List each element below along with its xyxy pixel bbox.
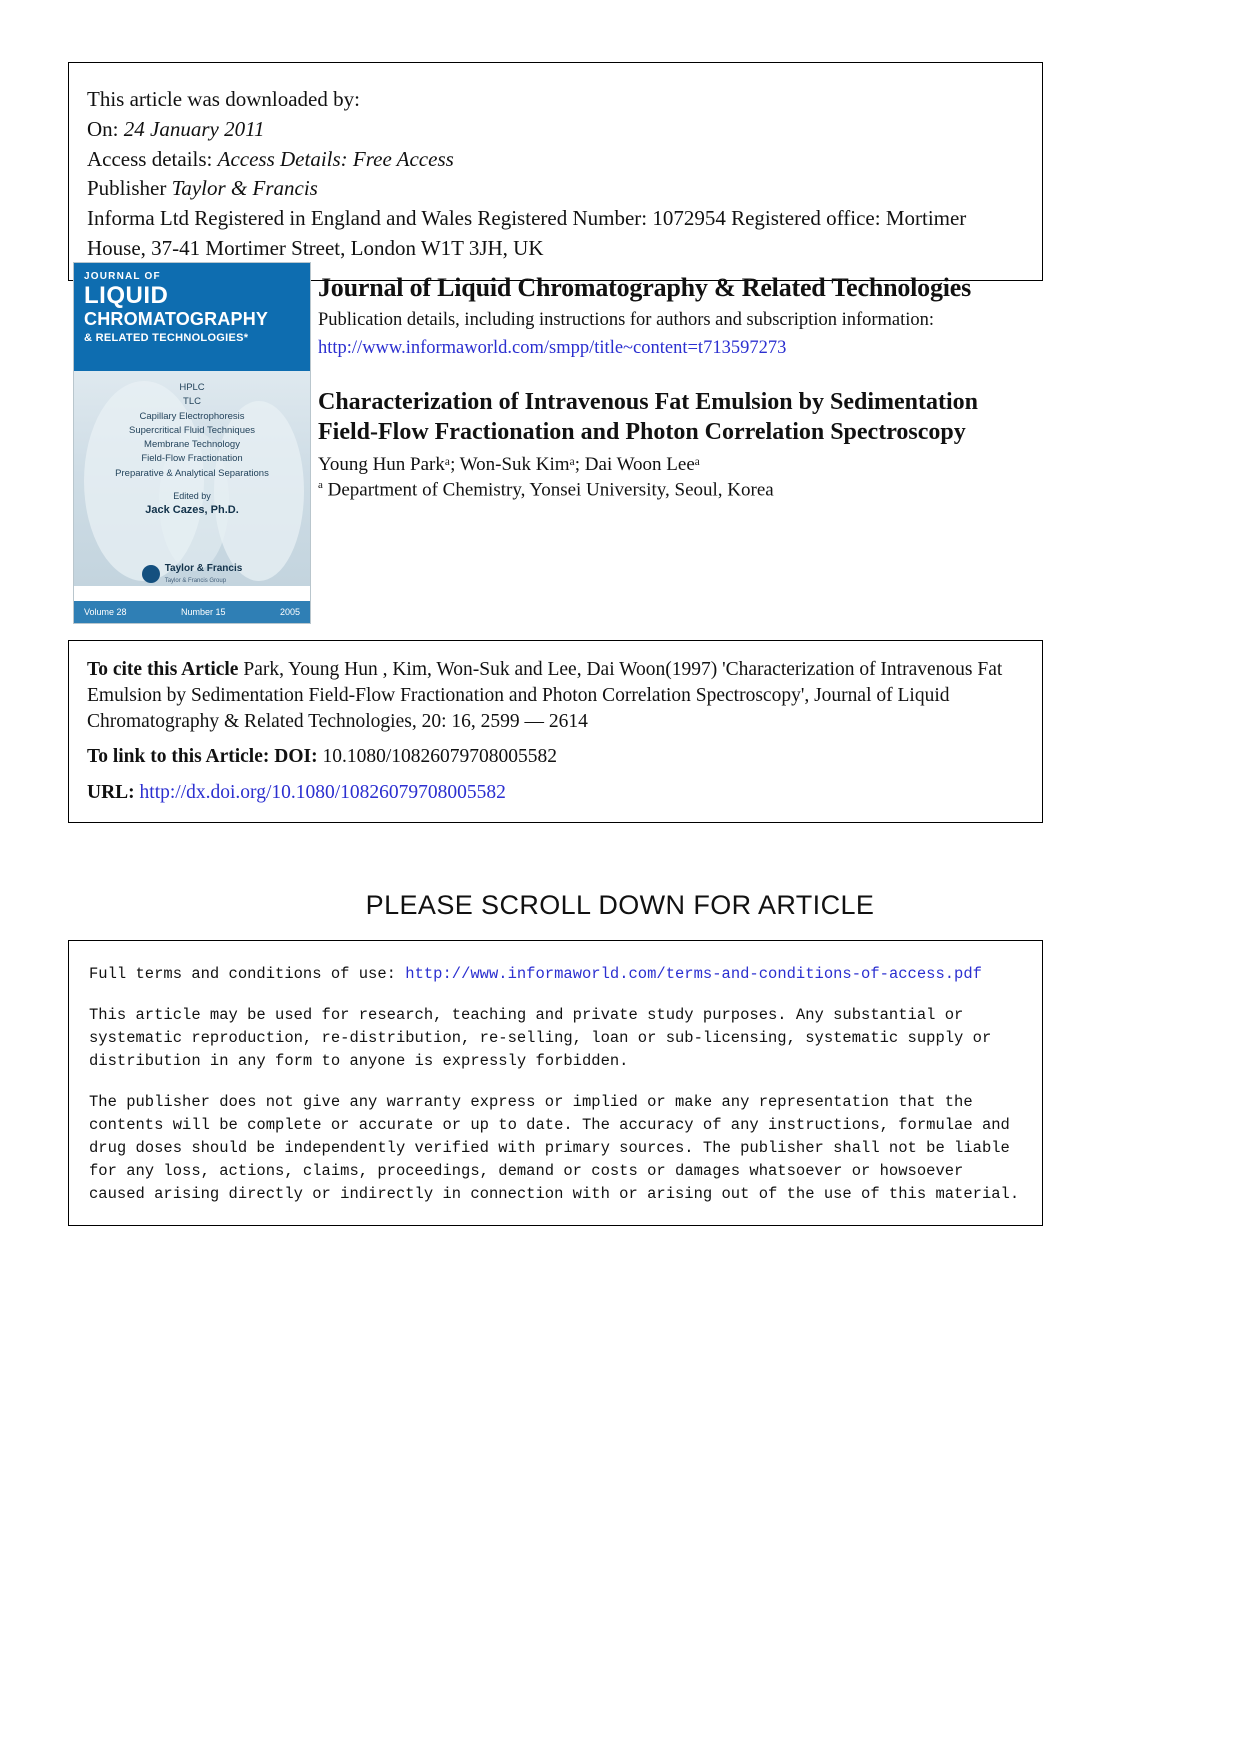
on-label: On: <box>87 116 119 141</box>
terms-paragraph-1: This article may be used for research, teaching and private study purposes. Any substantial or systematic reproduction, re-distribution, re-selling, loan or sub-licensing, systematic supply or distribution in any form to anyone is expressly forbidden. <box>89 1005 992 1070</box>
cover-editor-name: Jack Cazes, Ph.D. <box>145 503 239 516</box>
full-terms-link[interactable]: http://www.informaworld.com/terms-and-conditions-of-access.pdf <box>405 965 982 983</box>
cover-title-related: & RELATED TECHNOLOGIES* <box>84 332 249 345</box>
cover-topic: Field-Flow Fractionation <box>141 453 243 465</box>
affiliation-marker: a <box>318 479 323 492</box>
cover-logo-label: Taylor & Francis <box>164 563 243 574</box>
citation-box <box>68 640 1043 823</box>
cover-footer-bar <box>74 601 310 623</box>
terms-paragraph-2: The publisher does not give any warranty express or implied or make any representation that the contents will be complete or accurate or up to date. The accuracy of any instructions, formulae and drug doses should be independently verified with primary sources. The publisher shall not be liable for any loss, actions, claims, proceedings, demand or costs or damages whatsoever or howsoever caused arising directly or indirectly in connection with or arising out of the use of this material. <box>89 1092 1020 1203</box>
registered-info-line: Informa Ltd Registered in England and Wales Registered Number: 1072954 Registered office: Mortimer House, 37-41 Mortimer Street, London W1T 3JH, UK <box>87 206 967 261</box>
journal-cover-image <box>73 262 311 624</box>
cover-number: Number 15 <box>180 607 226 617</box>
cover-topic: TLC <box>183 396 201 408</box>
cover-topic: Membrane Technology <box>144 439 240 450</box>
cover-topic: Supercritical Fluid Techniques <box>128 424 256 436</box>
cover-topic: Preparative & Analytical Separations <box>115 467 269 479</box>
article-authors: Young Hun Parkᵃ; Won-Suk Kimᵃ; Dai Woon Leeᵃ <box>318 454 700 476</box>
cover-volume: Volume 28 <box>84 607 127 617</box>
cover-logo-sublabel: Taylor & Francis Group <box>164 578 227 584</box>
cover-topic: HPLC <box>179 382 205 393</box>
to-cite-label: To cite this Article <box>87 659 239 680</box>
to-cite-line <box>87 657 1024 735</box>
on-value: 24 January 2011 <box>123 116 265 141</box>
url-line <box>87 780 1024 806</box>
article-url-link[interactable]: http://dx.doi.org/10.1080/10826079708005582 <box>139 781 506 803</box>
doi-label: To link to this Article: DOI: <box>87 746 318 768</box>
cover-eyebrow: JOURNAL OF <box>84 271 161 282</box>
doi-value: 10.1080/10826079708005582 <box>322 746 558 768</box>
scroll-down-notice: PLEASE SCROLL DOWN FOR ARTICLE <box>365 890 875 920</box>
url-label: URL: <box>87 781 135 803</box>
publisher-value: Taylor & Francis <box>171 176 318 201</box>
full-terms-line <box>89 963 1022 986</box>
taylor-francis-circle-icon <box>142 565 160 583</box>
publication-details-link[interactable]: http://www.informaworld.com/smpp/title~content=t713597273 <box>318 337 787 358</box>
cover-topic: Capillary Electrophoresis <box>139 410 245 422</box>
access-details-line <box>87 145 1024 175</box>
cover-artwork <box>74 371 310 586</box>
publisher-label: Publisher <box>87 176 167 201</box>
downloaded-by-line <box>87 85 1024 115</box>
cover-title-liquid: LIQUID <box>84 282 169 309</box>
access-details-value: Access Details: Free Access <box>217 146 454 171</box>
journal-text-block <box>318 274 1043 501</box>
download-info-box <box>68 62 1043 281</box>
terms-and-conditions-box <box>68 940 1043 1226</box>
journal-title: Journal of Liquid Chromatography & Related Technologies <box>318 273 972 302</box>
access-details-label: Access details: <box>87 146 213 171</box>
cover-title-chromatography: CHROMATOGRAPHY <box>84 309 269 329</box>
affiliation-text: Department of Chemistry, Yonsei University, Seoul, Korea <box>327 479 774 501</box>
article-title: Characterization of Intravenous Fat Emulsion by Sedimentation Field-Flow Fractionation and Photon Correlation Spectroscopy <box>318 388 978 446</box>
cover-publisher-logo <box>74 563 310 585</box>
to-cite-text: Park, Young Hun , Kim, Won-Suk and Lee, Dai Woon(1997) 'Characterization of Intravenous Fat Emulsion by Sedimentation Field-Flow Fractionation and Photon Correlation Spectroscopy', Journal of Liquid Chromatography & Related Technologies, 20: 16, 2599 — 2614 <box>87 659 1003 733</box>
cover-topic-list <box>74 371 310 481</box>
downloaded-by-label: This article was downloaded by: <box>87 87 360 111</box>
cover-edited-by-label: Edited by <box>173 490 211 501</box>
publisher-line <box>87 174 1024 204</box>
full-terms-label: Full terms and conditions of use: <box>89 965 396 983</box>
cover-year: 2005 <box>279 607 300 617</box>
publication-details-label: Publication details, including instructions for authors and subscription information: <box>318 309 935 330</box>
download-date-line <box>87 115 1024 145</box>
author-affiliation <box>318 479 1043 501</box>
doi-line <box>87 744 1024 770</box>
cover-masthead <box>74 263 310 371</box>
